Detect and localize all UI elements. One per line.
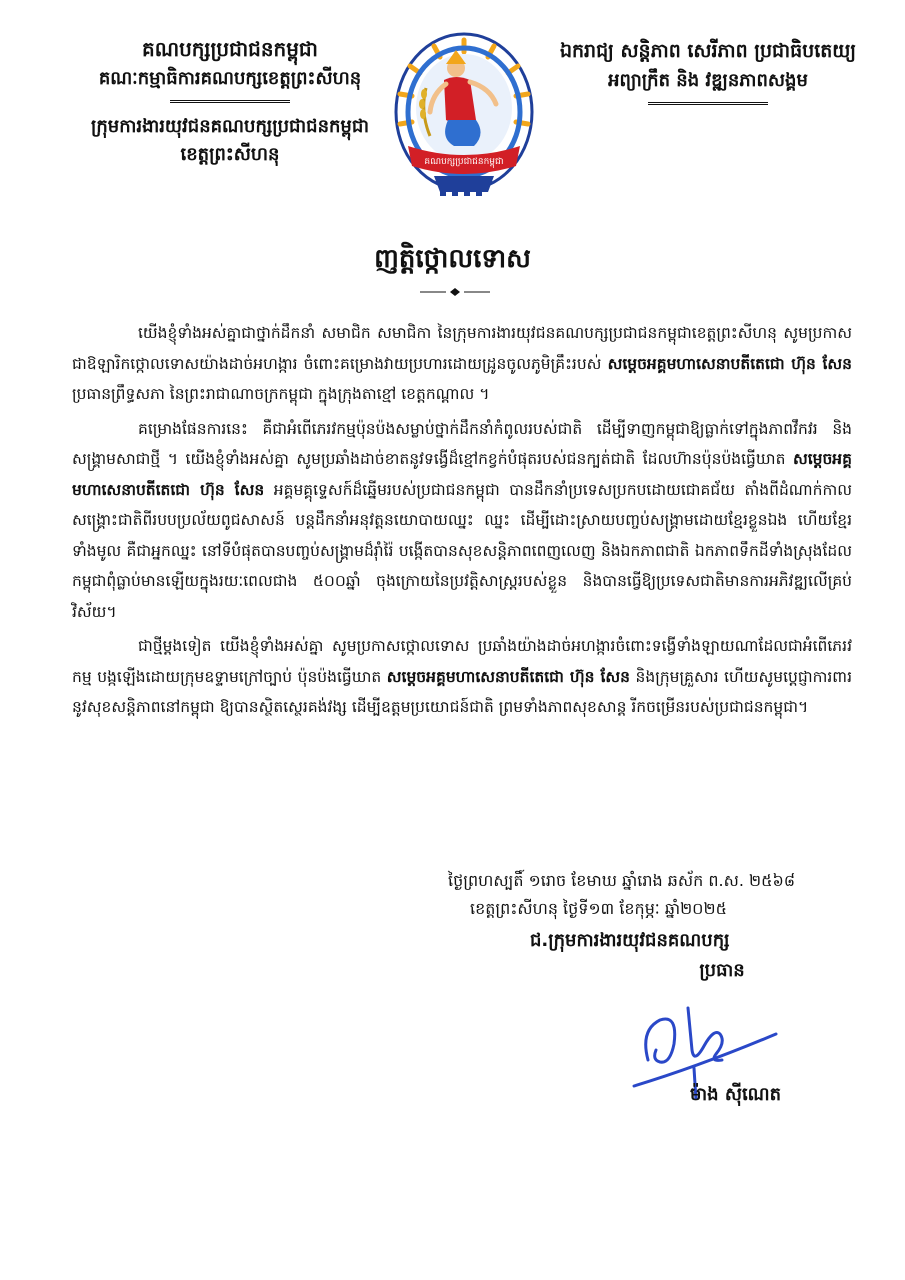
paragraph-1-text-c: ប្រធានព្រឹទ្ធសភា នៃព្រះរាជាណាចក្រកម្ពុជា ក្នុងក្រុងតាខ្មៅ ខេត្តកណ្តាល ។ <box>72 385 490 403</box>
signer-role: ប្រធាន <box>699 960 745 981</box>
paragraph-2 <box>72 414 852 628</box>
paragraph-1 <box>72 318 852 410</box>
header-right <box>548 36 868 105</box>
party-emblem-icon <box>390 28 538 200</box>
province-name: ខេត្តព្រះសីហនុ <box>180 144 280 165</box>
paragraph-1-highlight: សម្តេចអគ្គមហាសេនាបតីតេជោ ហ៊ុន សែន <box>607 354 852 373</box>
paragraph-1-text-a: យើងខ្ញុំទាំងអស់គ្នាជាថ្នាក់ដឹកនាំ សមាជិក សមាជិកា នៃក្រុមការងារយុវជនគណបក្សប្រជាជនកម្ពុជាខេត្តព្រះសីហនុ សូមប្រកាសជាឱឡារិកថ្កោលទោសយ៉ាងដាច់អហង្ការ ចំពោះគម្រោងវាយប្រហារដោយដ្រូនចូលភូមិគ្រឹះរបស់ <box>72 324 852 373</box>
paragraph-2-highlight: សម្តេចអគ្គមហាសេនាបតីតេជោ ហ៊ុន សែន <box>72 450 852 499</box>
lunar-date: ថ្ងៃព្រហស្បតិ៍ ១រោច ខែមាឃ ឆ្នាំរោង ឆស័ក ព.ស. ២៥៦៨ <box>448 871 796 890</box>
party-name: គណបក្សប្រជាជនកម្ពុជា <box>142 37 318 61</box>
title-ornament-icon <box>420 286 490 298</box>
header-left <box>70 34 390 169</box>
header-left-rule <box>170 100 290 103</box>
national-motto-line1: ឯករាជ្យ សន្តិភាព សេរីភាព ប្រជាធិបតេយ្យ <box>559 40 857 62</box>
national-motto-line2: អព្យាក្រឹត និង វឌ្ឍនភាពសង្គម <box>608 70 808 91</box>
provincial-committee: គណៈកម្មាធិការគណបក្សខេត្តព្រះសីហនុ <box>98 68 362 89</box>
paragraph-3-text-a: ជាថ្មីម្តងទៀត យើងខ្ញុំទាំងអស់គ្នា សូមប្រកាសថ្កោលទោស ប្រឆាំងយ៉ាងដាច់អហង្ការចំពោះទង្វើទាំងឡាយណាដែលជាអំពើភេរវកម្ម បង្កឡើងដោយក្រុមឧទ្ទាមក្រៅច្បាប់ ប៉ុនប៉ងធ្វើឃាត <box>72 637 852 686</box>
paragraph-2-text-a: គម្រោងផែនការនេះ គឺជាអំពើភេរវកម្មប៉ុនប៉ងសម្លាប់ថ្នាក់ដឹកនាំកំពូលរបស់ជាតិ ដើម្បីទាញកម្ពុជាឱ្យធ្លាក់ទៅក្នុងភាពវឹកវរ និងសង្គ្រាមសាជាថ្មី ។ យើងខ្ញុំទាំងអស់គ្នា សូមប្រឆាំងដាច់ខាតនូវទង្វើដ៏ខ្មៅកខ្វក់បំផុតរបស់ជនក្បត់ជាតិ ដែលហ៊ានប៉ុនប៉ងធ្វើឃាត <box>72 419 852 468</box>
signer-name: ម៉ាង ស៊ីណេត <box>690 1084 782 1105</box>
paragraph-3-text-c: និងក្រុមគ្រួសារ ហើយសូមប្តេជ្ញាការពារនូវសុខសន្តិភាពនៅកម្ពុជា ឱ្យបានស្ថិតស្ថេរគង់វង្ស ដើម្បីឧត្តមប្រយោជន៍ជាតិ ព្រមទាំងភាពសុខសាន្ត រីកចម្រើនរបស់ប្រជាជនកម្ពុជា។ <box>72 667 852 716</box>
youth-working-group: ក្រុមការងារយុវជនគណបក្សប្រជាជនកម្ពុជា <box>91 116 369 137</box>
document-title: ញត្តិថ្កោលទោស <box>374 244 531 274</box>
paragraph-3 <box>72 631 852 723</box>
paragraph-3-highlight: សម្តេចអគ្គមហាសេនាបតីតេជោ ហ៊ុន សែន <box>386 667 630 686</box>
signing-organization: ជ.ក្រុមការងារយុវជនគណបក្ស <box>530 930 730 951</box>
solar-date: ខេត្តព្រះសីហនុ ថ្ងៃទី១៣ ខែកុម្ភៈ ឆ្នាំ២០២៥ <box>470 899 727 918</box>
petition-body <box>72 318 852 727</box>
header-right-rule <box>648 102 768 105</box>
paragraph-2-text-c: អគ្គមគ្គុទ្ទេសក៍ដ៏ឆ្នើមរបស់ប្រជាជនកម្ពុជា បានដឹកនាំប្រទេសប្រកបដោយជោគជ័យ តាំងពីដំណាក់កាលសង្គ្រោះជាតិពីរបបប្រល័យពូជសាសន៍ បន្តដឹកនាំអនុវត្តនយោបាយឈ្នះ ឈ្នះ ដើម្បីដោះស្រាយបញ្ចប់សង្គ្រាមដោយខ្មែរខ្លួនឯង ហើយខ្មែរទាំងមូល គឺជាអ្នកឈ្នះ នៅទីបំផុតបានបញ្ចប់សង្គ្រាមដ៏រ៉ាំរ៉ៃ បង្កើតបានសុខសន្តិភាពពេញលេញ និងឯកភាពជាតិ ឯកភាពទឹកដីទាំងស្រុងដែលកម្ពុជាពុំធ្លាប់មានឡើយក្នុងរយៈពេលជាង ៥០០ឆ្នាំ ចុងក្រោយនៃប្រវត្តិសាស្ត្ររបស់ខ្លួន និងបានធ្វើឱ្យប្រទេសជាតិមានការអភិវឌ្ឍលើគ្រប់វិស័យ។ <box>72 480 852 621</box>
emblem-banner-text: គណបក្សប្រជាជនកម្ពុជា <box>424 157 504 167</box>
